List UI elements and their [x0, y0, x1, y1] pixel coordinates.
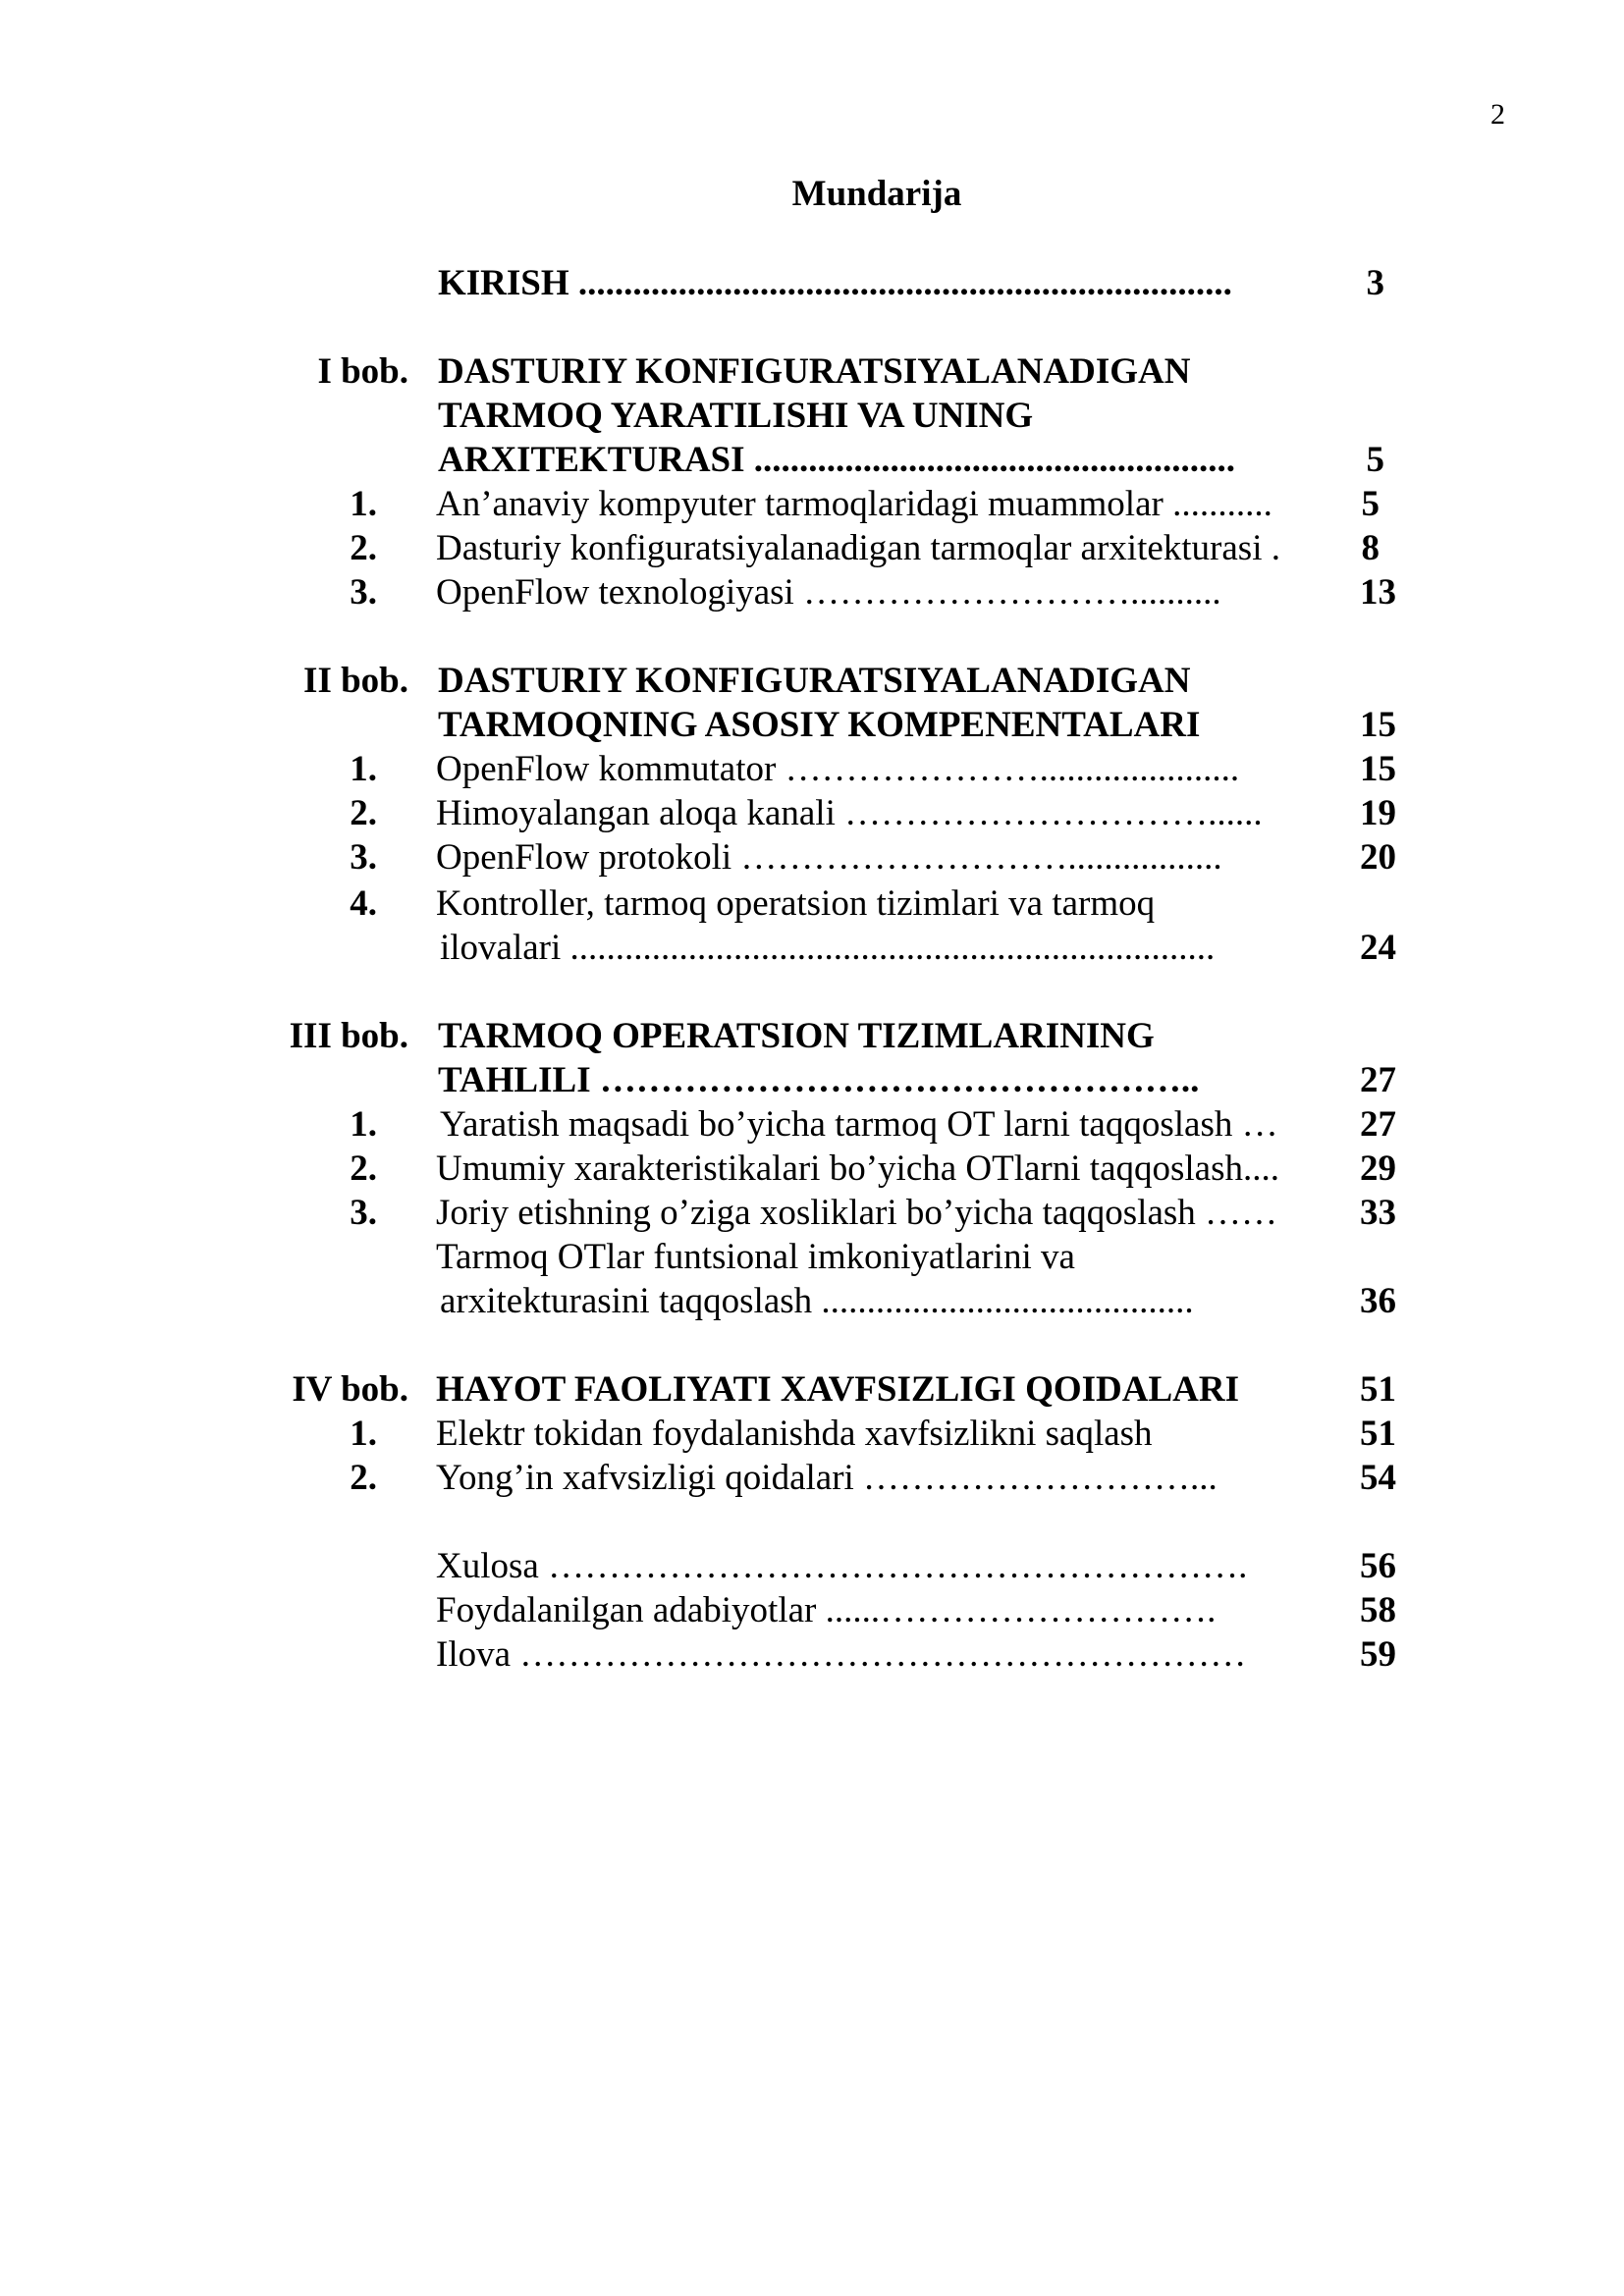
toc-item-number: 4.	[350, 883, 377, 924]
toc-item-number: 3.	[350, 1193, 377, 1233]
toc-item-number: 1.	[350, 1414, 377, 1454]
toc-item-continuation	[0, 926, 1624, 970]
toc-chapter-label: IV bob.	[292, 1369, 408, 1410]
toc-item	[0, 570, 1624, 614]
toc-item-number: 1.	[350, 484, 377, 524]
toc-chapter-label: II bob.	[303, 661, 408, 701]
toc-chapter-title: HAYOT FAOLIYATI XAVFSIZLIGI QOIDALARI	[436, 1369, 1239, 1410]
toc-item-text: Joriy etishning o’ziga xosliklari bo’yicha taqqoslash ……	[436, 1193, 1278, 1233]
toc-item	[0, 1412, 1624, 1456]
toc-entry-page: 27	[1360, 1104, 1396, 1145]
toc-item-number: 1.	[350, 749, 377, 789]
toc-item-number: 2.	[350, 1148, 377, 1189]
toc-item-text: Umumiy xarakteristikalari bo’yicha OTlarni taqqoslash....	[436, 1148, 1279, 1189]
toc-item-text: An’anaviy kompyuter tarmoqlaridagi muammolar ...........	[436, 484, 1272, 524]
toc-item	[0, 1102, 1624, 1147]
toc-item-text: Tarmoq OTlar funtsional imkoniyatlarini va	[436, 1237, 1075, 1277]
toc-chapter-1-line-3	[0, 438, 1624, 482]
toc-chapter-title: DASTURIY KONFIGURATSIYALANADIGAN	[438, 351, 1191, 392]
toc-entry-page: 13	[1360, 572, 1396, 613]
toc-item-number: 2.	[350, 1458, 377, 1498]
toc-entry-page: 15	[1360, 705, 1396, 745]
toc-entry-page: 36	[1360, 1281, 1396, 1321]
toc-chapter-3-line-1	[0, 1014, 1624, 1058]
toc-chapter-title: TAHLILI …………………………………………..	[438, 1060, 1200, 1100]
toc-entry-page: 29	[1360, 1148, 1396, 1189]
page-title: Mundarija	[791, 174, 962, 214]
toc-entry-page: 59	[1360, 1634, 1396, 1675]
toc-entry-page: 54	[1360, 1458, 1396, 1498]
toc-entry-page: 58	[1360, 1590, 1396, 1630]
toc-item	[0, 526, 1624, 570]
toc-item	[0, 747, 1624, 791]
toc-entry-adabiyotlar	[0, 1588, 1624, 1632]
toc-item-text: OpenFlow kommutator …………………......................	[436, 749, 1240, 789]
toc-entry-kirish	[0, 261, 1624, 305]
toc-item-text: ilovalari .......................................................................	[440, 928, 1216, 968]
toc-item-number: 3.	[350, 572, 377, 613]
toc-item-number: 3.	[350, 837, 377, 878]
toc-item-number: 2.	[350, 793, 377, 833]
toc-item	[0, 791, 1624, 835]
toc-entry-page: 51	[1360, 1414, 1396, 1454]
toc-item-text: arxitekturasini taqqoslash .........................................	[440, 1281, 1194, 1321]
toc-entry-page: 27	[1360, 1060, 1396, 1100]
toc-entry-page: 56	[1360, 1546, 1396, 1586]
toc-entry-page: 8	[1361, 528, 1380, 568]
toc-entry-xulosa	[0, 1544, 1624, 1588]
toc-chapter-2-line-2	[0, 703, 1624, 747]
toc-item	[0, 1191, 1624, 1235]
toc-item-text: Xulosa ………………………………………………….	[436, 1546, 1248, 1586]
toc-entry-ilova	[0, 1632, 1624, 1677]
toc-chapter-title: DASTURIY KONFIGURATSIYALANADIGAN	[438, 661, 1191, 701]
toc-entry-page: 5	[1366, 440, 1384, 480]
toc-item	[0, 1235, 1624, 1279]
toc-item-text: Ilova ……………………………………………………	[436, 1634, 1247, 1675]
toc-item-text: Himoyalangan aloqa kanali …………………………......	[436, 793, 1263, 833]
toc-chapter-1-line-1	[0, 349, 1624, 394]
toc-chapter-label: III bob.	[289, 1016, 408, 1056]
toc-entry-page: 24	[1360, 928, 1396, 968]
toc-item	[0, 482, 1624, 526]
toc-chapter-3-line-2	[0, 1058, 1624, 1102]
toc-entry-page: 15	[1360, 749, 1396, 789]
toc-item-text: Yong’in xafvsizligi qoidalari ………………………...	[436, 1458, 1218, 1498]
toc-entry-page: 20	[1360, 837, 1396, 878]
toc-entry-page: 19	[1360, 793, 1396, 833]
toc-item-number: 1.	[350, 1104, 377, 1145]
toc-item	[0, 1147, 1624, 1191]
toc-item-text: Elektr tokidan foydalanishda xavfsizlikni saqlash	[436, 1414, 1153, 1454]
toc-entry-page: 3	[1366, 263, 1384, 303]
toc-chapter-title: TARMOQ YARATILISHI VA UNING	[438, 396, 1034, 436]
toc-item-text: Foydalanilgan adabiyotlar ......……………………….	[436, 1590, 1217, 1630]
toc-chapter-title: TARMOQ OPERATSION TIZIMLARINING	[438, 1016, 1155, 1056]
toc-item-number: 2.	[350, 528, 377, 568]
toc-item-text: Dasturiy konfiguratsiyalanadigan tarmoqlar arxitekturasi .	[436, 528, 1280, 568]
toc-item-text: OpenFlow texnologiyasi ………………………..........	[436, 572, 1221, 613]
toc-chapter-1-line-2	[0, 394, 1624, 438]
toc-item-continuation	[0, 1279, 1624, 1323]
toc-item-text: Yaratish maqsadi bo’yicha tarmoq OT larni taqqoslash …	[440, 1104, 1278, 1145]
toc-chapter-title: ARXITEKTURASI .....................................................	[438, 440, 1236, 480]
toc-entry-page: 51	[1360, 1369, 1396, 1410]
toc-chapter-2-line-1	[0, 659, 1624, 703]
toc-item-text: Kontroller, tarmoq operatsion tizimlari va tarmoq	[436, 883, 1156, 924]
toc-entry-page: 5	[1361, 484, 1380, 524]
toc-entry-text: KIRISH ........................................................................	[438, 263, 1232, 303]
toc-chapter-title: TARMOQNING ASOSIY KOMPENENTALARI	[438, 705, 1201, 745]
toc-item	[0, 835, 1624, 880]
toc-chapter-label: I bob.	[317, 351, 408, 392]
toc-item	[0, 881, 1624, 926]
toc-item	[0, 1456, 1624, 1500]
toc-item-text: OpenFlow protokoli ……………………….................	[436, 837, 1222, 878]
toc-chapter-4	[0, 1367, 1624, 1412]
toc-entry-page: 33	[1360, 1193, 1396, 1233]
page-number: 2	[1490, 98, 1505, 131]
